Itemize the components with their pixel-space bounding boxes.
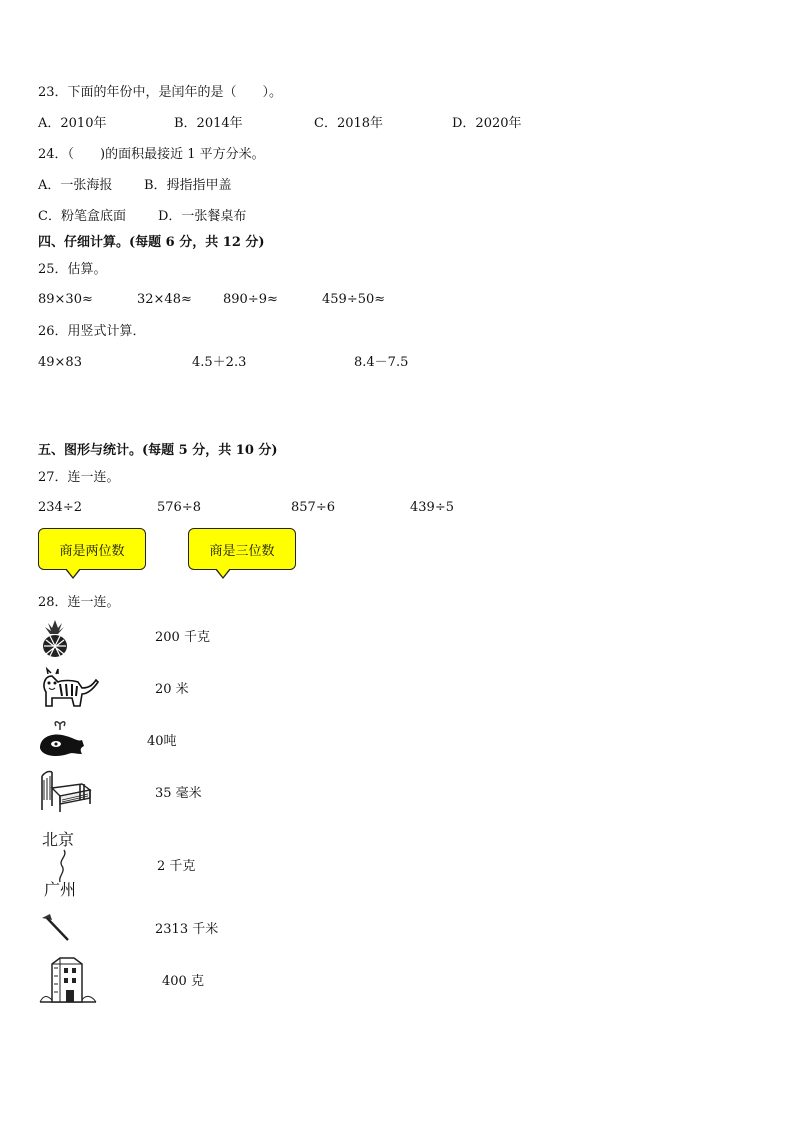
q27-item-2: 576÷8 — [157, 500, 201, 515]
question-27-stem: 27．连一连。 — [38, 470, 120, 485]
q28-value-6: 2313 千米 — [155, 922, 219, 937]
section-4-title: 四、仔细计算。(每题 6 分，共 12 分) — [38, 235, 265, 250]
q27-item-1: 234÷2 — [38, 500, 82, 515]
q28-value-5: 2 千克 — [157, 859, 196, 874]
tiger-icon — [38, 666, 102, 710]
bubble-label: 商是三位数 — [209, 543, 275, 559]
question-23-option-a: A．2010年 — [38, 116, 107, 131]
question-25-stem: 25．估算。 — [38, 262, 107, 277]
q25-item-1: 89×30≈ — [38, 292, 93, 307]
q28-value-7: 400 克 — [162, 974, 204, 989]
map-route-icon — [40, 830, 84, 902]
question-24-option-d: D．一张餐桌布 — [158, 209, 247, 224]
q26-item-3: 8.4－7.5 — [354, 355, 409, 370]
whale-icon — [36, 720, 86, 760]
q25-item-4: 459÷50≈ — [322, 292, 386, 307]
bubble-label: 商是两位数 — [59, 543, 125, 559]
map-label-guangzhou: 广州 — [44, 880, 77, 899]
bubble-tail-fill — [66, 568, 80, 577]
bed-icon — [38, 770, 94, 814]
question-23-option-c: C．2018年 — [314, 116, 384, 131]
q28-value-3: 40吨 — [147, 734, 177, 749]
three-digit-quotient-bubble — [188, 528, 296, 570]
q25-item-2: 32×48≈ — [137, 292, 192, 307]
q28-value-2: 20 米 — [155, 682, 189, 697]
q26-item-1: 49×83 — [38, 355, 82, 370]
q27-item-3: 857÷6 — [291, 500, 335, 515]
question-24-option-b: B．拇指指甲盖 — [144, 178, 232, 193]
question-28-stem: 28．连一连。 — [38, 595, 120, 610]
question-24-option-a: A．一张海报 — [38, 178, 113, 193]
building-icon — [38, 954, 98, 1006]
q25-item-3: 890÷9≈ — [223, 292, 278, 307]
question-26-stem: 26．用竖式计算． — [38, 324, 146, 339]
two-digit-quotient-bubble — [38, 528, 146, 570]
pineapple-icon — [38, 618, 72, 658]
bubble-tail-fill — [216, 568, 230, 577]
q28-value-4: 35 毫米 — [155, 786, 202, 801]
question-23-stem: 23．下面的年份中，是闰年的是（ ）。 — [38, 85, 283, 100]
question-23-option-d: D．2020年 — [452, 116, 522, 131]
q28-value-1: 200 千克 — [155, 630, 210, 645]
question-24-option-c: C．粉笔盒底面 — [38, 209, 126, 224]
q27-item-4: 439÷5 — [410, 500, 454, 515]
question-24-stem: 24．（ )的面积最接近 1 平方分米。 — [38, 147, 265, 162]
map-label-beijing: 北京 — [42, 830, 75, 849]
question-23-option-b: B．2014年 — [174, 116, 243, 131]
section-5-title: 五、图形与统计。(每题 5 分，共 10 分) — [38, 443, 278, 458]
nail-icon — [40, 914, 70, 942]
q26-item-2: 4.5＋2.3 — [192, 355, 247, 370]
